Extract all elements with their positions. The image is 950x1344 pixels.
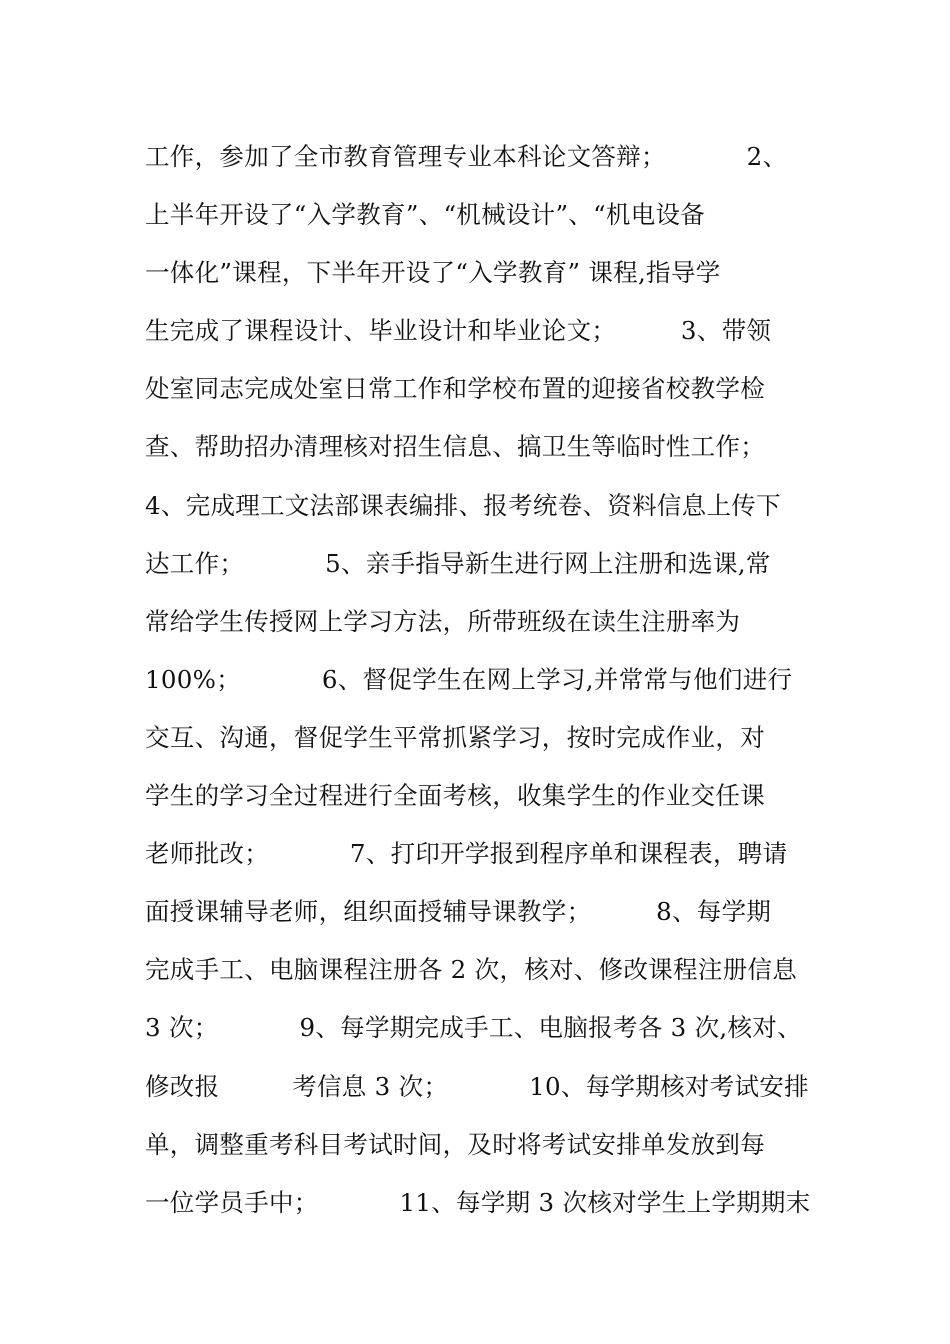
text-line: 达工作； 5、亲手指导新生进行网上注册和选课,常: [145, 548, 771, 578]
text-line: 常给学生传授网上学习方法，所带班级在读生注册率为: [145, 606, 741, 636]
text-line: 一位学员手中； 11、每学期 3 次核对学生上学期期末: [145, 1187, 811, 1217]
text-line: 100%； 6、督促学生在网上学习,并常常与他们进行: [145, 664, 793, 694]
text-line: 交互、沟通，督促学生平常抓紧学习，按时完成作业，对: [145, 722, 765, 752]
text-line: 修改报 考信息 3 次； 10、每学期核对考试安排: [145, 1071, 809, 1101]
text-line: 工作，参加了全市教育管理专业本科论文答辩； 2、: [145, 142, 788, 171]
text-line: 学生的学习全过程进行全面考核，收集学生的作业交任课: [145, 781, 765, 811]
text-line: 上半年开设了“入学教育”、“机械设计”、“机电设备: [145, 200, 706, 230]
text-line: 4、完成理工文法部课表编排、报考统卷、资料信息上传下: [145, 490, 781, 520]
text-line: 面授课辅导老师，组织面授辅导课教学； 8、每学期: [145, 897, 772, 927]
text-line: 处室同志完成处室日常工作和学校布置的迎接省校教学检: [145, 374, 765, 404]
body-text: [145, 128, 815, 1232]
text-line: 单，调整重考科目考试时间，及时将考试安排单发放到每: [145, 1129, 765, 1159]
text-line: 老师批改； 7、打印开学报到程序单和课程表，聘请: [145, 839, 788, 869]
text-line: 查、帮助招办清理核对招生信息、搞卫生等临时性工作；: [145, 432, 765, 462]
text-line: 3 次； 9、每学期完成手工、电脑报考各 3 次,核对、: [145, 1013, 802, 1043]
text-line: 一体化”课程，下半年开设了“入学教育” 课程,指导学: [145, 258, 721, 288]
text-line: 完成手工、电脑课程注册各 2 次，核对、修改课程注册信息: [145, 955, 798, 985]
text-line: 生完成了课程设计、毕业设计和毕业论文； 3、带领: [145, 316, 772, 346]
